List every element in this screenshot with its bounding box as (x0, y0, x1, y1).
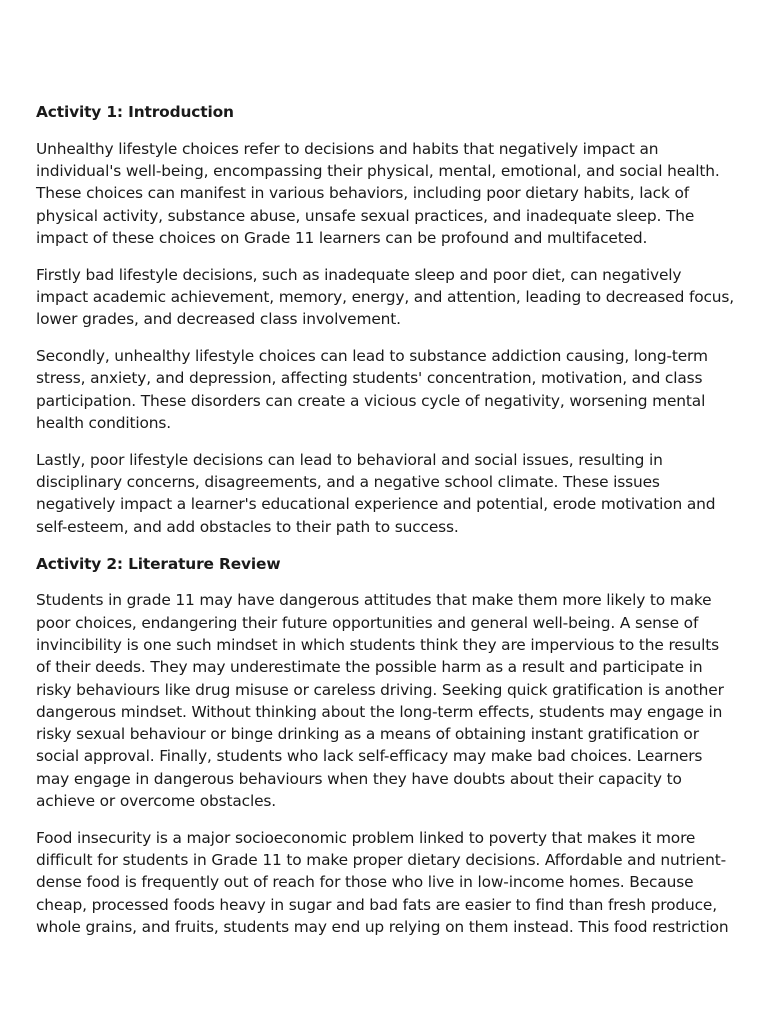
activity-2-paragraph-1: Students in grade 11 may have dangerous attitudes that make them more likely to make poor choices, endangering their future opportunities and general well-being. A sense of invincibility is one such mindset in which students think they are impervious to the results of their deeds. They may underestimate the possible harm as a result and participate in risky behaviours like drug misuse or careless driving. Seeking quick gratification is another dangerous mindset. Without thinking about the long-term effects, students may engage in risky sexual behaviour or binge drinking as a means of obtaining instant gratification or social approval. Finally, students who lack self-efficacy may make bad choices. Learners may engage in dangerous behaviours when they have doubts about their capacity to achieve or overcome obstacles. (36, 591, 724, 811)
activity-2-section (36, 553, 736, 939)
document-page (36, 101, 736, 953)
activity-1-heading: Activity 1: Introduction (36, 103, 234, 121)
activity-1-paragraph-3: Secondly, unhealthy lifestyle choices can lead to substance addiction causing, long-term stress, anxiety, and depression, affecting students' concentration, motivation, and class participation. These disorders can create a vicious cycle of negativity, worsening mental health conditions. (36, 347, 708, 433)
activity-1-paragraph-4: Lastly, poor lifestyle decisions can lead to behavioral and social issues, resulting in disciplinary concerns, disagreements, and a negative school climate. These issues negatively impact a learner's educational experience and potential, erode motivation and self-esteem, and add obstacles to their path to success. (36, 450, 716, 536)
activity-2-paragraph-2: Food insecurity is a major socioeconomic problem linked to poverty that makes it more difficult for students in Grade 11 to make proper dietary decisions. Affordable and nutrient-dense food is frequently out of reach for those who live in low-income homes. Because cheap, processed foods heavy in sugar and bad fats are easier to find than fresh produce, whole grains, and fruits, students may end up relying on them instead. This food restriction (36, 828, 729, 936)
activity-1-section (36, 101, 736, 538)
activity-1-paragraph-2: Firstly bad lifestyle decisions, such as inadequate sleep and poor diet, can negatively impact academic achievement, memory, energy, and attention, leading to decreased focus, lower grades, and decreased class involvement. (36, 265, 735, 329)
activity-2-heading: Activity 2: Literature Review (36, 554, 281, 573)
activity-1-paragraph-1: Unhealthy lifestyle choices refer to decisions and habits that negatively impact an individual's well-being, encompassing their physical, mental, emotional, and social health. These choices can manifest in various behaviors, including poor dietary habits, lack of physical activity, substance abuse, unsafe sexual practices, and inadequate sleep. The impact of these choices on Grade 11 learners can be profound and multifaceted. (36, 139, 720, 247)
